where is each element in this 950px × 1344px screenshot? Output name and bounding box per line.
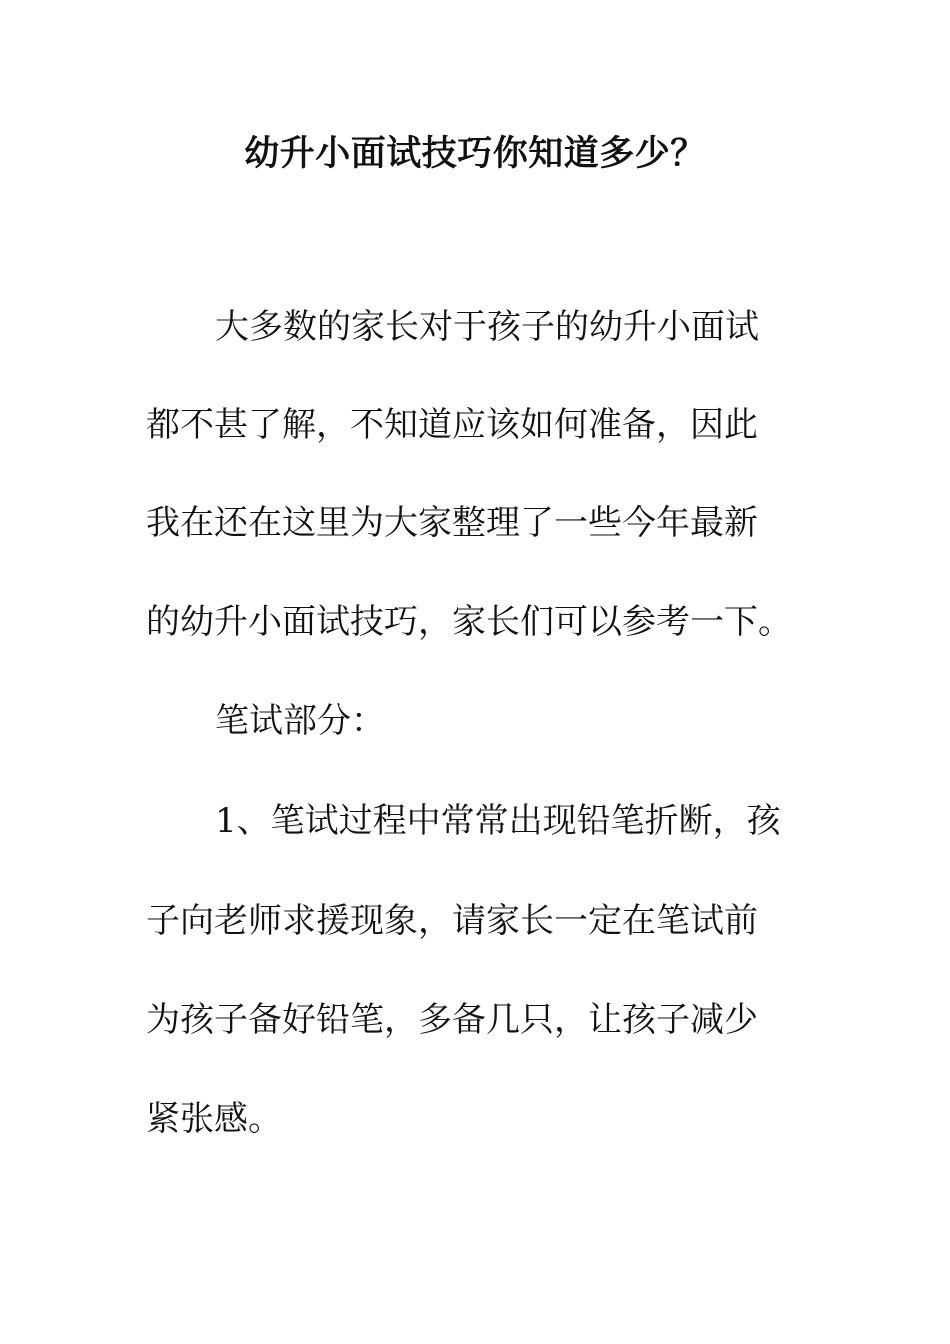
- paragraph-line: 为孩子备好铅笔，多备几只，让孩子减少: [146, 1000, 758, 1040]
- paragraph-line: 的幼升小面试技巧，家长们可以参考一下。: [146, 602, 792, 642]
- paragraph-line: 都不甚了解，不知道应该如何准备，因此: [146, 405, 758, 445]
- paragraph-line: 大多数的家长对于孩子的幼升小面试: [215, 307, 759, 347]
- section-heading: 笔试部分：: [215, 701, 385, 741]
- paragraph-line: 子向老师求援现象，请家长一定在笔试前: [146, 901, 758, 941]
- paragraph-line: 1、笔试过程中常常出现铅笔折断，孩: [215, 801, 781, 841]
- document-title: 幼升小面试技巧你知道多少？: [244, 133, 706, 174]
- paragraph-line: 紧张感。: [146, 1099, 282, 1139]
- paragraph-line: 我在还在这里为大家整理了一些今年最新: [146, 503, 758, 543]
